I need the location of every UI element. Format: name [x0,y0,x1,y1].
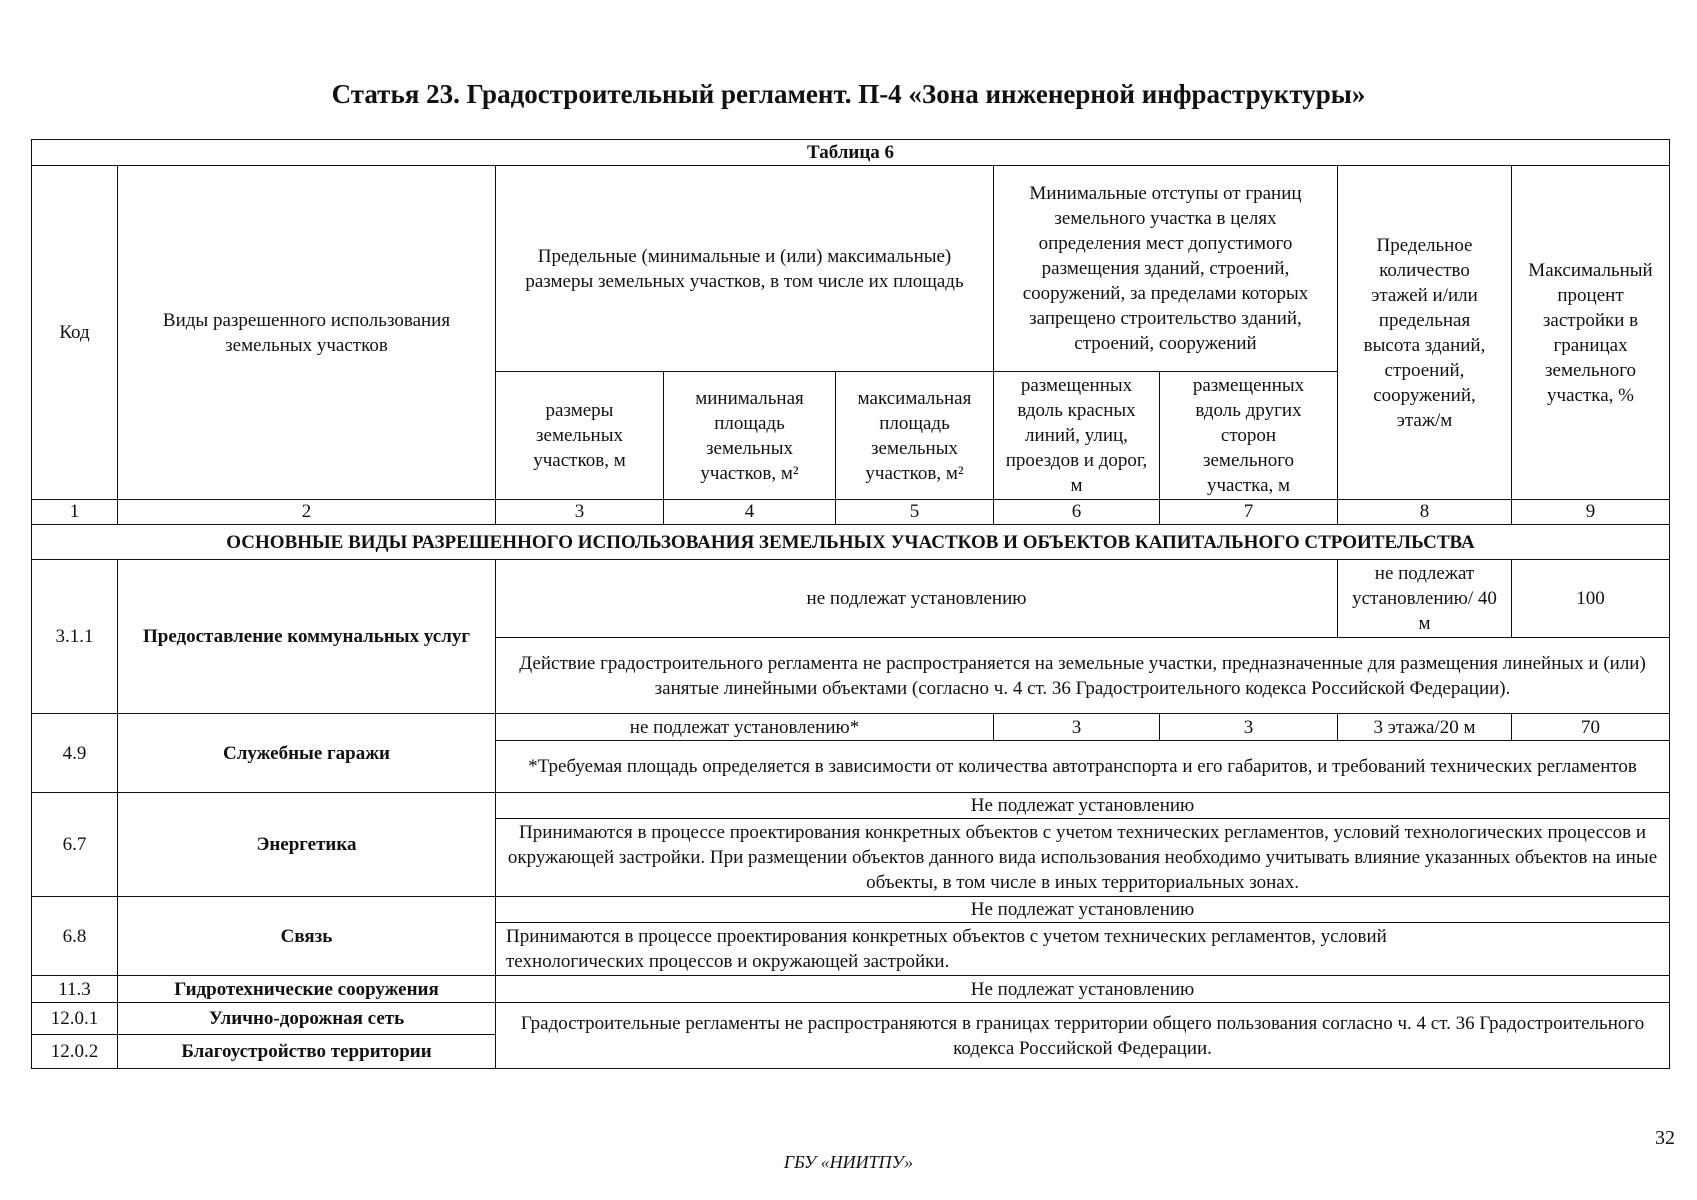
row-coverage: 70 [1512,714,1670,741]
row-note [496,923,1670,976]
regulation-table [31,139,1670,1069]
row-code: 6.7 [32,793,118,897]
row-name: Гидротехнические сооружения [118,976,496,1003]
table-row [32,897,1670,923]
table-row [32,793,1670,819]
section-title: ОСНОВНЫЕ ВИДЫ РАЗРЕШЕННОГО ИСПОЛЬЗОВАНИЯ ЗЕМЕЛЬНЫХ УЧАСТКОВ И ОБЪЕКТОВ КАПИТАЛЬНОГО СТРОИТЕЛЬСТВА [32,525,1670,560]
table-caption: Таблица 6 [32,140,1670,166]
header-min-area: минимальная площадь земельных участков, м² [664,372,836,500]
header-max-coverage: Максимальный процент застройки в границах земельного участка, % [1512,166,1670,500]
column-number: 8 [1338,500,1512,525]
section-row [32,525,1670,560]
column-number: 5 [836,500,994,525]
header-row-1 [32,166,1670,372]
row-params: Не подлежат установлению [496,976,1670,1003]
row-note: Действие градостроительного регламента не распространяется на земельные участки, предназначенные для размещения линейных и (или) занятые линейными объектами (согласно ч. 4 ст. 36 Градостроительного кодекса Российской Федерации). [496,638,1670,714]
column-number-row [32,500,1670,525]
column-number: 4 [664,500,836,525]
row-code: 12.0.1 [32,1003,118,1035]
row-params: не подлежат установлению [496,560,1338,638]
row-name: Улично-дорожная сеть [118,1003,496,1035]
row-code: 3.1.1 [32,560,118,714]
row-coverage: 100 [1512,560,1670,638]
table-row [32,560,1670,638]
header-along-red-lines: размещенных вдоль красных линий, улиц, проездов и дорог, м [994,372,1160,500]
header-use-types: Виды разрешенного использования земельных участков [118,166,496,500]
column-number: 1 [32,500,118,525]
column-number: 7 [1160,500,1338,525]
column-number: 3 [496,500,664,525]
row-params: Не подлежат установлению [496,793,1670,819]
column-number: 2 [118,500,496,525]
row-code: 12.0.2 [32,1035,118,1069]
table-row [32,976,1670,1003]
table-row [32,714,1670,741]
row-note-line-1: Принимаются в процессе проектирования конкретных объектов с учетом технических регламентов, условий [506,926,1387,947]
header-code: Код [32,166,118,500]
row-code: 11.3 [32,976,118,1003]
row-floors: 3 этажа/20 м [1338,714,1512,741]
footer-organization: ГБУ «НИИТПУ» [783,1152,914,1172]
column-number: 9 [1512,500,1670,525]
row-note: Принимаются в процессе проектирования конкретных объектов с учетом технических регламентов, условий технологических процессов и окружающей застройки. При размещении объектов данного вида использования необходимо учитывать влияние указанных объектов на иные объекты, в том числе в иных территориальных зонах. [496,819,1670,897]
row-code: 6.8 [32,897,118,976]
row-name: Служебные гаражи [118,714,496,793]
table-caption-row [32,140,1670,166]
column-number: 6 [994,500,1160,525]
header-plot-size: размеры земельных участков, м [496,372,664,500]
row-code: 4.9 [32,714,118,793]
row-note: Градостроительные регламенты не распространяются в границах территории общего пользования согласно ч. 4 ст. 36 Градостроительного кодекса Российской Федерации. [496,1003,1670,1069]
header-max-floors: Предельное количество этажей и/или предельная высота зданий, строений, сооружений, этаж/м [1338,166,1512,500]
row-note-line-2: технологических процессов и окружающей застройки. [506,951,950,972]
row-name: Связь [118,897,496,976]
row-name: Энергетика [118,793,496,897]
row-params: Не подлежат установлению [496,897,1670,923]
header-along-other-sides: размещенных вдоль других сторон земельного участка, м [1160,372,1338,500]
row-name: Предоставление коммунальных услуг [118,560,496,714]
row-note: *Требуемая площадь определяется в зависимости от количества автотранспорта и его габаритов, и требований технических регламентов [496,741,1670,793]
row-setback-other: 3 [1160,714,1338,741]
header-plot-limits: Предельные (минимальные и (или) максимальные) размеры земельных участков, в том числе их площадь [496,166,994,372]
page-number: 32 [1655,1127,1675,1149]
row-params: не подлежат установлению* [496,714,994,741]
row-name: Благоустройство территории [118,1035,496,1069]
header-setbacks: Минимальные отступы от границ земельного участка в целях определения мест допустимого размещения зданий, строений, сооружений, за пределами которых запрещено строительство зданий, строений, сооружений [994,166,1338,372]
page-title: Статья 23. Градостроительный регламент. П-4 «Зона инженерной инфраструктуры» [331,79,1366,109]
header-max-area: максимальная площадь земельных участков, м² [836,372,994,500]
row-floors: не подлежат установлению/ 40 м [1338,560,1512,638]
row-setback-red: 3 [994,714,1160,741]
table-row [32,1003,1670,1035]
